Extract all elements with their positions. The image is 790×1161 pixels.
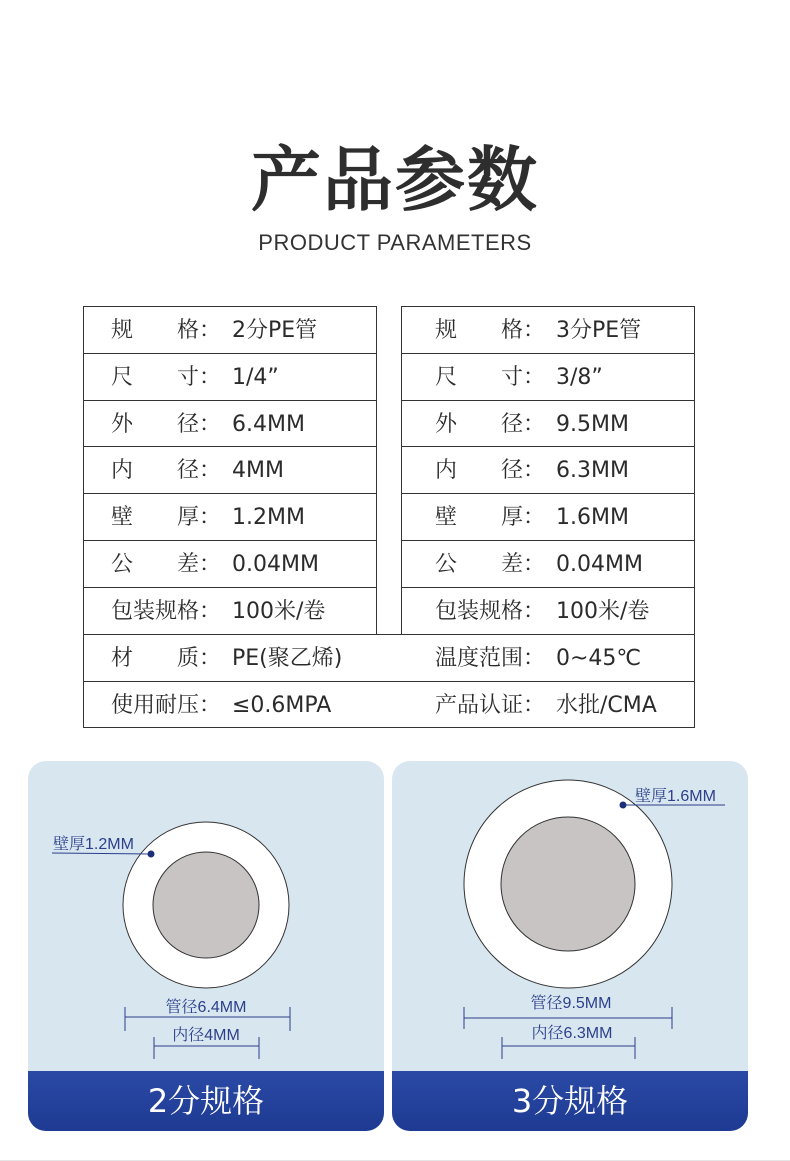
right-row-tolerance: 公 差： 0.04MM — [435, 552, 643, 577]
right-row-spec: 规 格： 3分PE管 — [435, 318, 642, 343]
pipe-cross-section-3fen — [392, 761, 748, 1071]
inner-diameter-label: 内径4MM — [172, 1027, 240, 1044]
left-row-outer-diameter: 外 径： 6.4MM — [111, 412, 305, 437]
inner-pipe-circle — [153, 852, 259, 958]
wall-thickness-label: 壁厚1.6MM — [635, 788, 716, 805]
left-row-inner-diameter: 内 径： 4MM — [111, 458, 284, 483]
row-temperature: 温度范围： 0~45℃ — [435, 646, 642, 671]
row-certification: 产品认证： 水批/CMA — [435, 693, 657, 718]
left-row-packaging: 包装规格： 100米/卷 — [111, 599, 326, 624]
outer-diameter-label: 管径9.5MM — [530, 995, 612, 1012]
right-row-packaging: 包装规格： 100米/卷 — [435, 599, 650, 624]
spec-card-title: 2分规格 — [28, 1071, 384, 1131]
right-row-wall-thickness: 壁 厚： 1.6MM — [435, 505, 629, 530]
inner-pipe-circle — [501, 817, 635, 951]
left-row-wall-thickness: 壁 厚： 1.2MM — [111, 505, 305, 530]
page-title: 产品参数 — [251, 139, 539, 221]
spec-card-3fen — [392, 761, 748, 1131]
left-row-tolerance: 公 差： 0.04MM — [111, 552, 319, 577]
wall-thickness-label: 壁厚1.2MM — [53, 836, 134, 853]
left-row-size: 尺 寸： 1/4” — [111, 365, 279, 390]
right-row-size: 尺 寸： 3/8” — [435, 365, 603, 390]
left-row-spec: 规 格： 2分PE管 — [111, 318, 318, 343]
right-row-inner-diameter: 内 径： 6.3MM — [435, 458, 629, 483]
wall-marker-dot — [148, 851, 155, 858]
page-subtitle: PRODUCT PARAMETERS — [258, 230, 532, 255]
spec-card-title: 3分规格 — [392, 1071, 748, 1131]
outer-diameter-label: 管径6.4MM — [165, 999, 247, 1016]
spec-card-2fen — [28, 761, 384, 1131]
pipe-cross-section-2fen — [28, 761, 384, 1071]
right-row-outer-diameter: 外 径： 9.5MM — [435, 412, 629, 437]
inner-diameter-label: 内径6.3MM — [531, 1025, 613, 1042]
row-material: 材 质： PE(聚乙烯) — [111, 646, 343, 671]
wall-marker-dot — [620, 802, 627, 809]
row-pressure: 使用耐压： ≤0.6MPA — [111, 693, 332, 718]
